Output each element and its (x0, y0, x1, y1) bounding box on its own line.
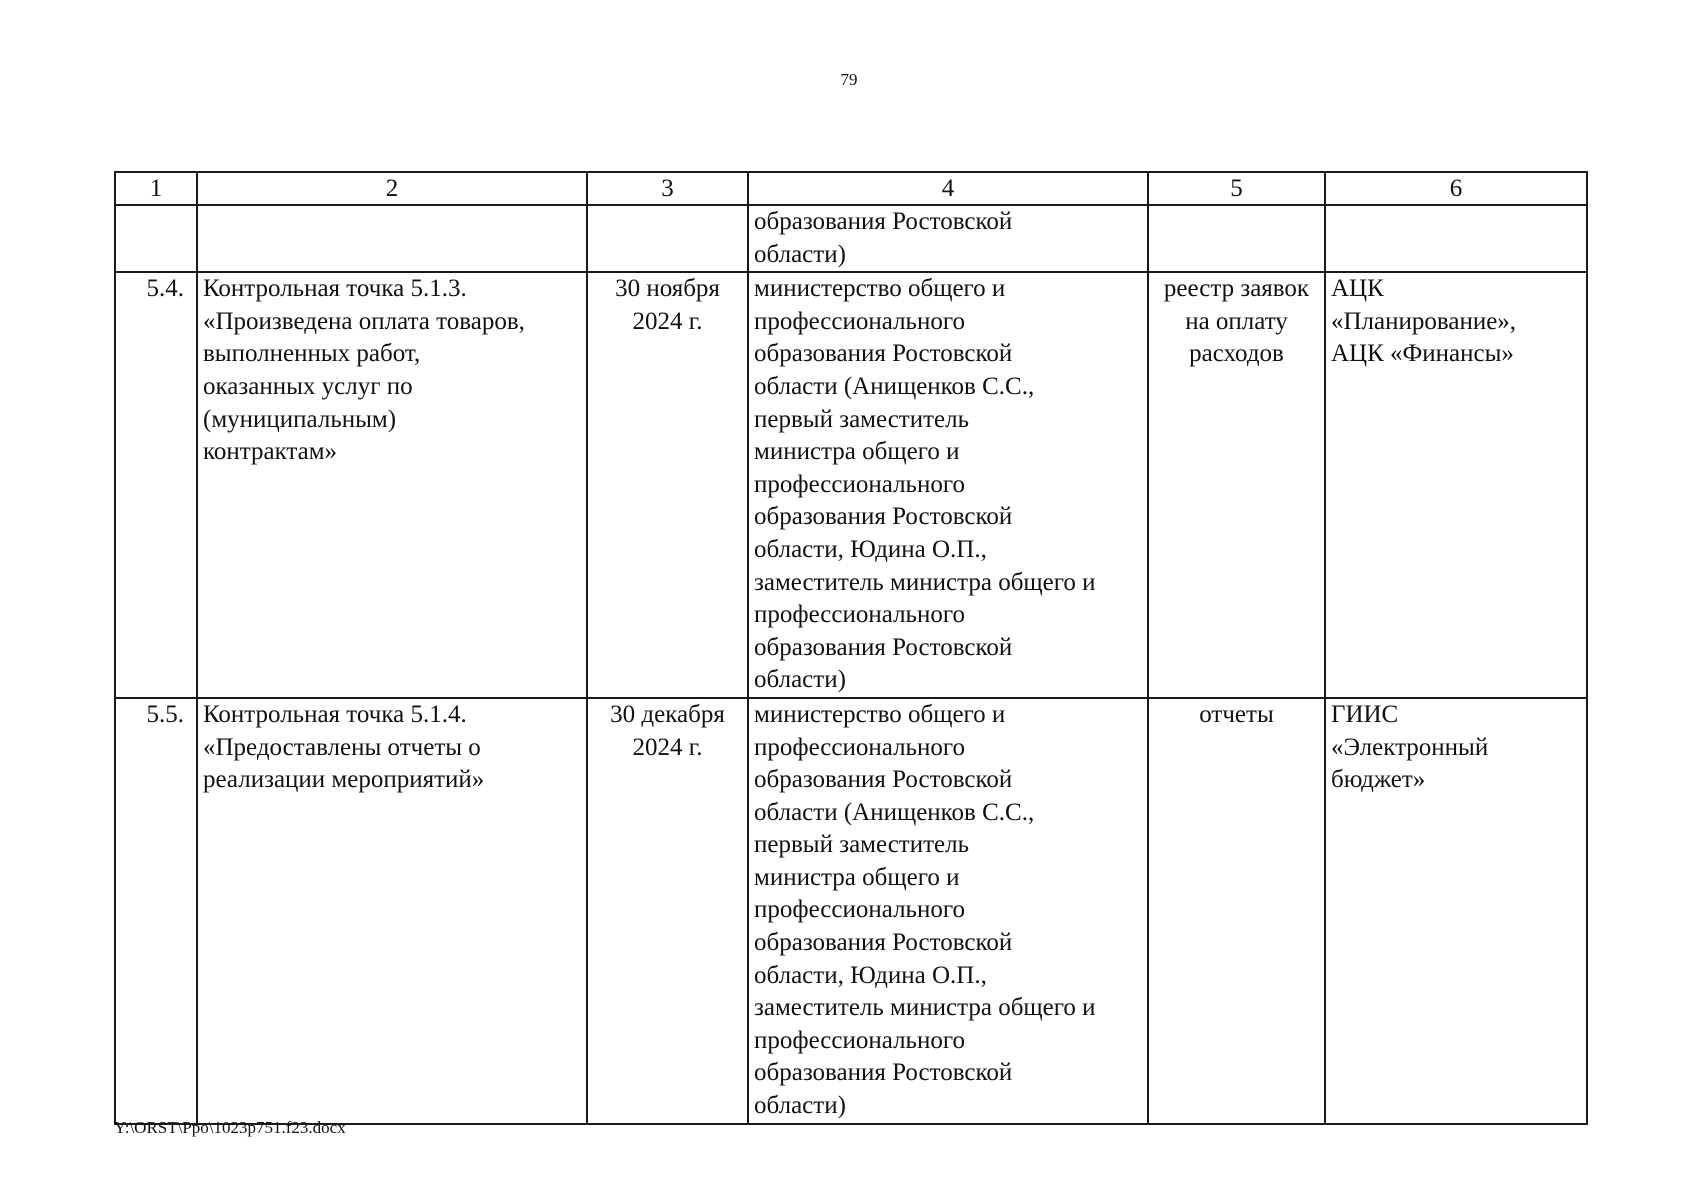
cell-system (1325, 272, 1587, 698)
table-row-continuation (115, 205, 1587, 272)
cell-document (1148, 272, 1325, 698)
column-number-2: 2 (197, 172, 587, 205)
plan-table (114, 171, 1588, 1125)
cell-responsible (748, 272, 1148, 698)
cell-responsible (748, 205, 1148, 272)
cell-document (1148, 205, 1325, 272)
cell-text-line: профессионального (754, 307, 965, 335)
cell-text-line: АЦК (1331, 275, 1384, 303)
cell-text-line: области) (754, 1092, 846, 1120)
column-number-4: 4 (748, 172, 1148, 205)
cell-text-line: области) (754, 666, 846, 694)
cell-text-line: министерство общего и (754, 275, 1006, 303)
cell-text-line: профессионального (754, 470, 965, 498)
cell-text-line: профессионального (754, 896, 965, 924)
column-number-1: 1 (115, 172, 197, 205)
cell-text-line: заместитель министра общего и (754, 994, 1096, 1022)
cell-text-line: профессионального (754, 601, 965, 629)
cell-text-line: министра общего и (754, 863, 960, 891)
cell-text-line: образования Ростовской (754, 340, 1013, 368)
cell-text-line: «Планирование», (1331, 307, 1517, 335)
cell-text-line: области) (754, 240, 846, 268)
cell-date (587, 698, 748, 1124)
cell-text-line: министерство общего и (754, 700, 1006, 728)
cell-text-line: бюджет» (1331, 766, 1426, 794)
column-number-6: 6 (1325, 172, 1587, 205)
cell-text-line: области (Анищенков С.С., (754, 372, 1035, 400)
cell-text-line: Контрольная точка 5.1.4. (203, 700, 467, 728)
cell-text-line: министра общего и (754, 438, 960, 466)
cell-text-line: образования Ростовской (754, 208, 1013, 235)
cell-text-line: реестр заявок (1163, 275, 1310, 303)
column-number-5: 5 (1148, 172, 1325, 205)
cell-text-line: профессионального (754, 1026, 965, 1054)
cell-text-line: 30 декабря (610, 700, 725, 728)
cell-text-line: области (Анищенков С.С., (754, 798, 1035, 826)
cell-text-line: образования Ростовской (754, 1059, 1013, 1087)
cell-text-line: образования Ростовской (754, 503, 1013, 531)
cell-number (115, 205, 197, 272)
cell-text-line: образования Ростовской (754, 633, 1013, 661)
table-header-row (115, 172, 1587, 205)
cell-text-line: «Электронный (1331, 733, 1489, 761)
cell-text-line: первый заместитель (754, 831, 970, 859)
table-row (115, 272, 1587, 698)
cell-event (197, 272, 587, 698)
cell-document (1148, 698, 1325, 1124)
cell-system (1325, 205, 1587, 272)
column-number-3: 3 (587, 172, 748, 205)
cell-text-line: Контрольная точка 5.1.3. (203, 275, 467, 303)
cell-event (197, 698, 587, 1124)
cell-text-line: оказанных услуг по (203, 372, 413, 400)
cell-text-line: реализации мероприятий» (203, 766, 485, 794)
page-number: 79 (840, 70, 858, 89)
cell-system (1325, 698, 1587, 1124)
cell-date (587, 205, 748, 272)
cell-text-line: профессионального (754, 733, 965, 761)
cell-text-line: расходов (1189, 340, 1284, 368)
cell-text-line: ГИИС (1331, 700, 1399, 728)
cell-text-line: АЦК «Финансы» (1331, 340, 1514, 368)
cell-date (587, 272, 748, 698)
table-row (115, 698, 1587, 1124)
cell-text-line: образования Ростовской (754, 766, 1013, 794)
cell-text-line: 2024 г. (632, 733, 703, 761)
cell-text-line: области, Юдина О.П., (754, 535, 987, 563)
cell-text-line: 2024 г. (632, 307, 703, 335)
cell-text-line: выполненных работ, (203, 340, 421, 368)
cell-text-line: 30 ноября (615, 275, 720, 303)
cell-text-line: первый заместитель (754, 405, 970, 433)
cell-text-line: отчеты (1199, 700, 1274, 728)
cell-number: 5.4. (115, 272, 197, 698)
cell-text-line: заместитель министра общего и (754, 568, 1096, 596)
file-path: Y:\ORST\Ppo\1023p751.f23.docx (114, 1118, 346, 1137)
cell-text-line: «Предоставлены отчеты о (203, 733, 481, 761)
cell-text-line: контрактам» (203, 438, 338, 466)
cell-text-line: «Произведена оплата товаров, (203, 307, 525, 335)
cell-event (197, 205, 587, 272)
cell-text-line: (муниципальным) (203, 405, 397, 433)
cell-text-line: на оплату (1185, 307, 1288, 335)
cell-responsible (748, 698, 1148, 1124)
cell-number: 5.5. (115, 698, 197, 1124)
cell-text-line: образования Ростовской (754, 929, 1013, 957)
cell-text-line: области, Юдина О.П., (754, 961, 987, 989)
